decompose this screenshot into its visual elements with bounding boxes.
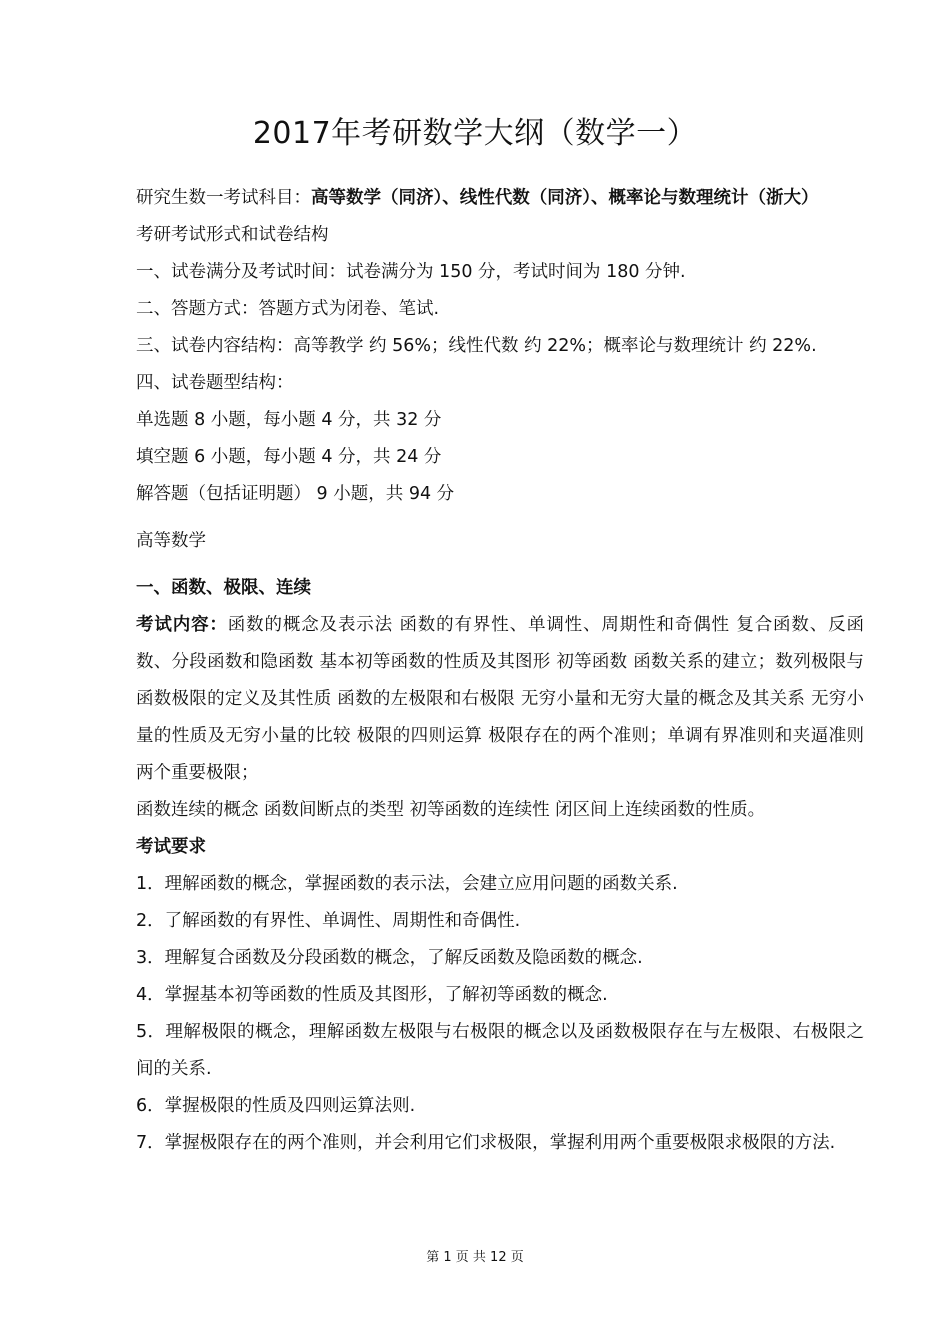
requirement-item: 3．理解复合函数及分段函数的概念，了解反函数及隐函数的概念.	[136, 948, 643, 968]
requirement-item: 5．理解极限的概念，理解函数左极限与右极限的概念以及函数极限存在与左极限、右极限之间的关系.	[136, 1022, 864, 1079]
requirement-item: 1．理解函数的概念，掌握函数的表示法，会建立应用问题的函数关系.	[136, 874, 678, 894]
question-type: 单选题 8 小题，每小题 4 分，共 32 分	[136, 410, 442, 430]
content-text-2: 函数连续的概念 函数间断点的类型 初等函数的连续性 闭区间上连续函数的性质。	[136, 800, 766, 820]
structure-item: 四、试卷题型结构：	[136, 373, 294, 393]
requirement-item: 6．掌握极限的性质及四则运算法则.	[136, 1096, 416, 1116]
subjects-label: 研究生数一考试科目：	[136, 188, 311, 208]
question-type: 解答题（包括证明题） 9 小题，共 94 分	[136, 484, 455, 504]
requirement-item: 7．掌握极限存在的两个准则，并会利用它们求极限，掌握利用两个重要极限求极限的方法.	[136, 1133, 836, 1153]
content-label: 考试内容：	[136, 615, 228, 635]
document-body	[136, 180, 864, 1162]
question-type: 填空题 6 小题，每小题 4 分，共 24 分	[136, 447, 442, 467]
subjects-value: 高等数学（同济）、线性代数（同济）、概率论与数理统计（浙大）	[311, 188, 819, 208]
requirement-item: 4．掌握基本初等函数的性质及其图形，了解初等函数的概念.	[136, 985, 608, 1005]
section-title: 高等数学	[136, 531, 206, 551]
structure-item: 一、试卷满分及考试时间：试卷满分为 150 分，考试时间为 180 分钟.	[136, 262, 686, 282]
document-title: 2017年考研数学大纲（数学一）	[252, 116, 698, 151]
exam-structure-heading: 考研考试形式和试卷结构	[136, 225, 329, 245]
requirements-heading: 考试要求	[136, 837, 206, 857]
exam-content-paragraph	[136, 607, 864, 792]
subjects-line	[136, 180, 864, 217]
chapter-title: 一、函数、极限、连续	[136, 578, 311, 598]
content-text: 函数的概念及表示法 函数的有界性、单调性、周期性和奇偶性 复合函数、反函数、分段函数和隐函数 基本初等函数的性质及其图形 初等函数 函数关系的建立；数列极限与函数极限的定义及其性质 函数的左极限和右极限 无穷小量和无穷大量的概念及其关系 无穷小量的性质及无穷小量的比较 极限的四则运算 极限存在的两个准则；单调有界准则和夹逼准则 两个重要极限；	[136, 615, 864, 783]
structure-item: 三、试卷内容结构：高等教学 约 56%；线性代数 约 22%；概率论与数理统计 约 22%.	[136, 336, 817, 356]
requirement-item: 2．了解函数的有界性、单调性、周期性和奇偶性.	[136, 911, 521, 931]
page-footer: 第 1 页 共 12 页	[426, 1250, 524, 1265]
structure-item: 二、答题方式：答题方式为闭卷、笔试.	[136, 299, 440, 319]
